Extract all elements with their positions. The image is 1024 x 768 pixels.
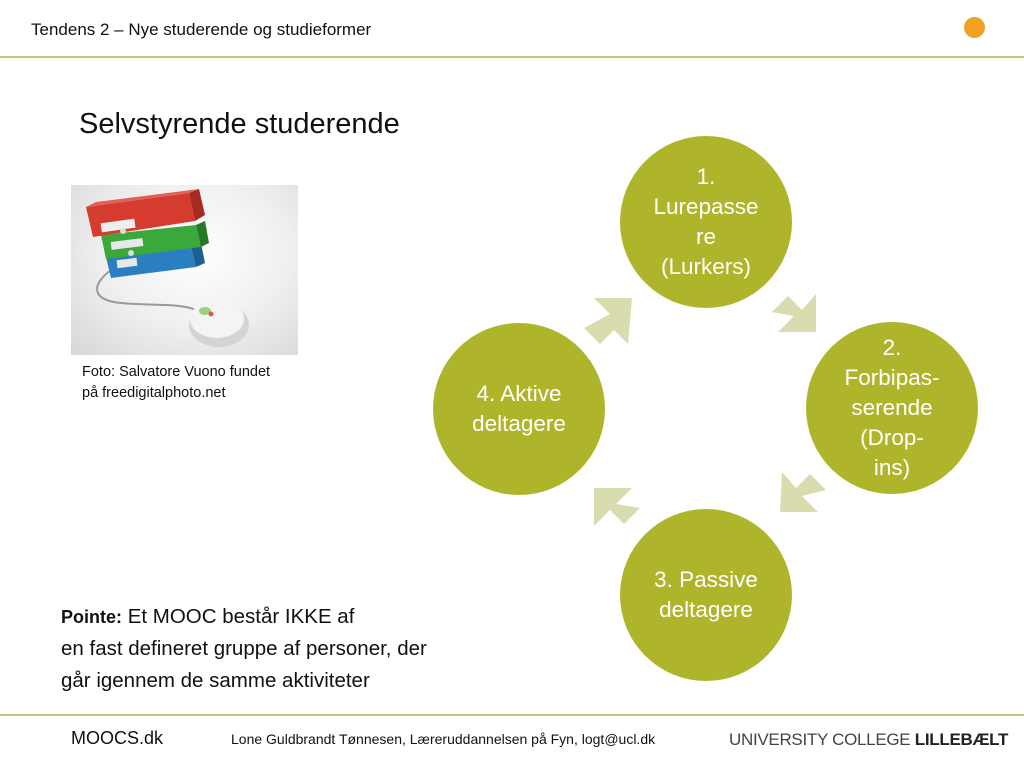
cycle-node-lurkers xyxy=(620,136,792,308)
cycle-node-active xyxy=(433,323,605,495)
footer-site: MOOCS.dk xyxy=(71,728,164,748)
footer-author: Lone Guldbrandt Tønnesen, Læreruddannelsen på Fyn, logt@ucl.dk xyxy=(231,731,656,747)
slide-title: Selvstyrende studerende xyxy=(79,108,400,140)
caption-line: på freedigitalphoto.net xyxy=(82,385,226,401)
pointe-label: Pointe: xyxy=(61,607,122,627)
caption-line: Foto: Salvatore Vuono fundet xyxy=(82,364,271,380)
cycle-node-label: 1. Lurepasse re (Lurkers) xyxy=(653,164,759,279)
cycle-node-label: 2. Forbipas- serende (Drop- ins) xyxy=(844,335,940,480)
logo-bold: LILLEBÆLT xyxy=(914,730,1009,749)
cycle-node-passive xyxy=(620,509,792,681)
header-title: Tendens 2 – Nye studerende og studieformer xyxy=(31,20,372,39)
cycle-node-drop-ins xyxy=(806,322,978,494)
cycle-node-label: 4. Aktive deltagere xyxy=(472,381,566,436)
logo-prefix: UNIVERSITY COLLEGE xyxy=(729,730,915,749)
footer-logo xyxy=(729,730,1008,750)
arrow-left-up-icon xyxy=(594,488,640,526)
pointe-line-1: Et MOOC består IKKE af xyxy=(122,605,355,628)
arrow-right-down-icon xyxy=(772,294,816,332)
pointe-line-3: går igennem de samme aktiviteter xyxy=(61,669,370,692)
footer-divider xyxy=(0,714,1024,716)
pointe-line-2: en fast defineret gruppe af personer, der xyxy=(61,637,427,660)
arrow-down-left-icon xyxy=(780,472,826,512)
cycle-node-label: 3. Passive deltagere xyxy=(654,567,758,622)
arrow-up-right-icon xyxy=(584,298,632,344)
pointe-text xyxy=(61,601,427,697)
